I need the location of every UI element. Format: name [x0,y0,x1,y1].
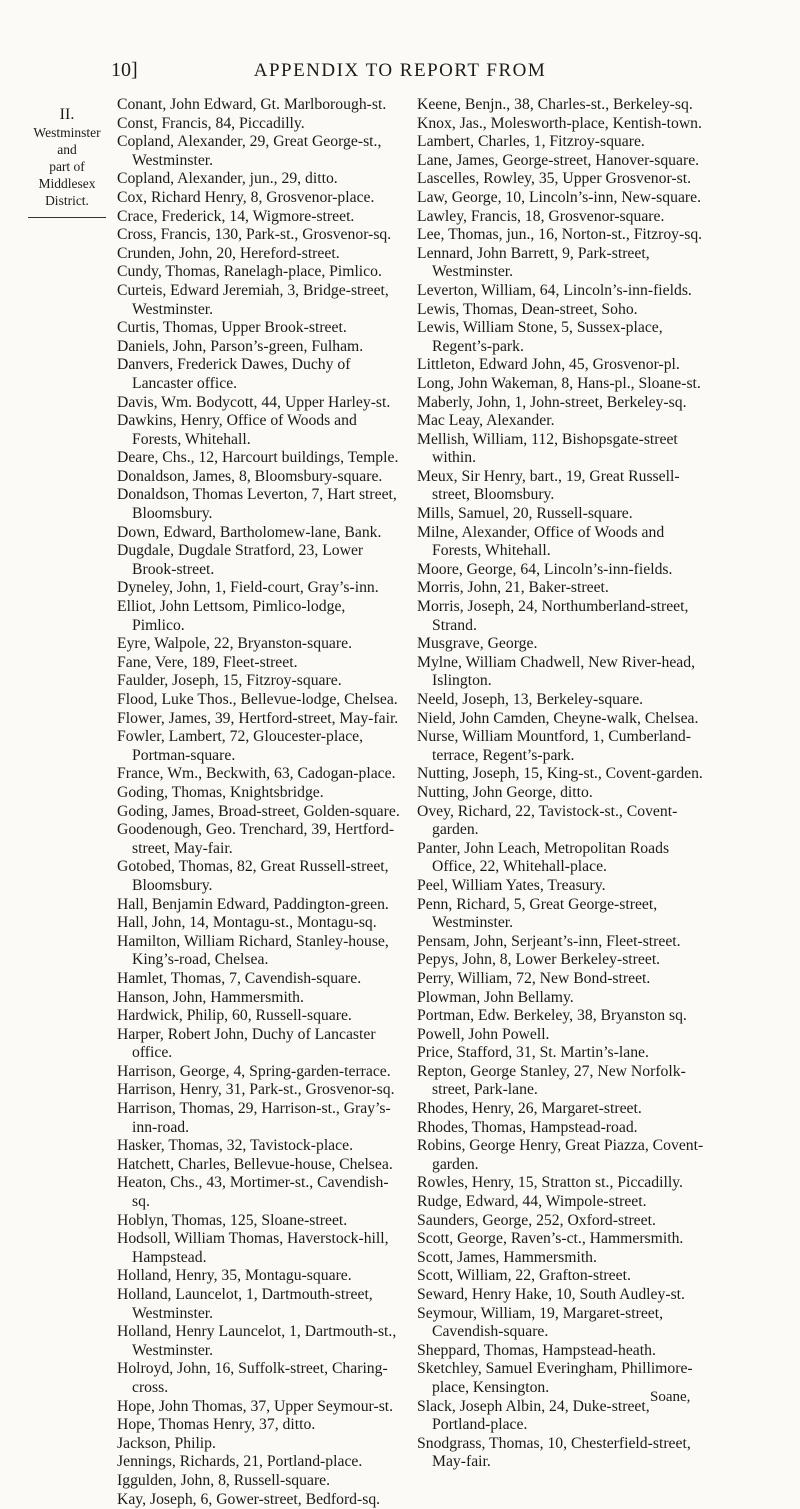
list-entry: Long, John Wakeman, 8, Hans-pl., Sloane-st. [417,374,701,392]
list-entry: Knox, Jas., Molesworth-place, Kentish-town. [417,114,702,132]
list-entry: Littleton, Edward John, 45, Grosvenor-pl. [417,356,680,374]
margin-rule [28,217,106,218]
list-entry: Dyneley, John, 1, Field-court, Gray’s-inn. [117,579,379,597]
list-entry: Price, Stafford, 31, St. Martin’s-lane. [417,1044,649,1062]
margin-numeral: II. [59,106,75,123]
list-entry: Faulder, Joseph, 15, Fitzroy-square. [117,672,342,690]
margin-note [28,106,106,218]
margin-line: District. [45,193,89,208]
list-entry: Daniels, John, Parson’s-green, Fulham. [117,337,364,355]
list-entry: Hatchett, Charles, Bellevue-house, Chelsea. [117,1155,393,1173]
list-entry: France, Wm., Beckwith, 63, Cadogan-place. [117,765,396,783]
list-entry: Portman, Edw. Berkeley, 38, Bryanston sq. [417,1007,687,1025]
list-entry: Harrison, Thomas, 29, Harrison-st., Gray’s-inn-road. [117,1100,391,1136]
list-entry: Holland, Henry, 35, Montagu-square. [117,1267,352,1285]
list-entry: Jennings, Richards, 21, Portland-place. [117,1453,363,1471]
catchword: Soane, [650,1389,691,1405]
list-entry: Curtis, Thomas, Upper Brook-street. [117,319,347,337]
page-number: 10] [111,59,138,81]
running-header: APPENDIX TO REPORT FROM [253,60,547,81]
list-entry: Lawley, Francis, 18, Grosvenor-square. [417,207,665,225]
list-entry: Kay, Joseph, 6, Gower-street, Bedford-sq. [117,1490,381,1508]
list-entry: Keene, Benjn., 38, Charles-st., Berkeley-sq. [417,96,693,113]
list-entry: Perry, William, 72, New Bond-street. [417,969,651,987]
list-entry: Danvers, Frederick Dawes, Duchy of Lancaster office. [117,356,351,392]
list-entry: Lambert, Charles, 1, Fitzroy-square. [417,133,645,151]
list-entry: Law, George, 10, Lincoln’s-inn, New-square. [417,188,702,206]
left-column [117,96,400,1509]
list-entry: Peel, William Yates, Treasury. [417,876,606,894]
list-entry: Scott, William, 22, Grafton-street. [417,1267,631,1285]
list-entry: Pepys, John, 8, Lower Berkeley-street. [417,951,661,969]
list-entry: Hamlet, Thomas, 7, Cavendish-square. [117,969,362,987]
list-entry: Nield, John Camden, Cheyne-walk, Chelsea. [417,709,699,727]
list-entry: Slack, Joseph Albin, 24, Duke-street, Portland-place. [417,1397,650,1434]
list-entry: Leverton, William, 64, Lincoln’s-inn-fields. [417,281,692,299]
list-entry: Curteis, Edward Jeremiah, 3, Bridge-street, Westminster. [117,281,389,318]
list-entry: Rhodes, Henry, 26, Margaret-street. [417,1100,642,1118]
list-entry: Pensam, John, Serjeant’s-inn, Fleet-street. [417,932,681,950]
list-entry: Jackson, Philip. [117,1434,216,1452]
list-entry: Copland, Alexander, 29, Great George-st., Westminster. [117,133,382,169]
list-entry: Heaton, Chs., 43, Mortimer-st., Cavendish-sq. [117,1174,389,1211]
list-entry: Iggulden, John, 8, Russell-square. [117,1471,331,1489]
list-entry: Harrison, Henry, 31, Park-st., Grosvenor-sq. [117,1081,395,1099]
list-entry: Milne, Alexander, Office of Woods and Forests, Whitehall. [417,523,665,560]
list-entry: Deare, Chs., 12, Harcourt buildings, Temple. [117,449,399,467]
list-entry: Hardwick, Philip, 60, Russell-square. [117,1007,352,1025]
list-entry: Seward, Henry Hake, 10, South Audley-st. [417,1286,685,1303]
margin-line: Westminster and [33,125,101,157]
list-entry: Neeld, Joseph, 13, Berkeley-square. [417,691,644,708]
list-entry: Cox, Richard Henry, 8, Grosvenor-place. [117,188,375,206]
list-entry: Sketchley, Samuel Everingham, Phillimore-place, Kensington. [417,1360,693,1396]
list-entry: Dugdale, Dugdale Stratford, 23, Lower Brook-street. [117,542,364,578]
list-entry: Musgrave, George. [417,635,538,653]
list-entry: Flower, James, 39, Hertford-street, May-fair. [117,709,399,727]
list-entry: Maberly, John, 1, John-street, Berkeley-sq. [417,393,687,411]
list-entry: Nurse, William Mountford, 1, Cumberland-terrace, Regent’s-park. [417,728,692,764]
list-entry: Hoblyn, Thomas, 125, Sloane-street. [117,1211,348,1229]
list-entry: Nutting, Joseph, 15, King-st., Covent-garden. [417,765,703,783]
list-entry: Saunders, George, 252, Oxford-street. [417,1211,656,1229]
list-entry: Morris, Joseph, 24, Northumberland-street, Strand. [417,598,689,634]
list-entry: Mills, Samuel, 20, Russell-square. [417,505,633,523]
list-entry: Penn, Richard, 5, Great George-street, Westminster. [417,895,658,932]
list-entry: Mellish, William, 112, Bishopsgate-street within. [417,430,678,467]
list-entry: Davis, Wm. Bodycott, 44, Upper Harley-st. [117,393,391,411]
list-entry: Const, Francis, 84, Piccadilly. [117,114,305,132]
list-entry: Morris, John, 21, Baker-street. [417,579,609,597]
list-entry: Flood, Luke Thos., Bellevue-lodge, Chelsea. [117,691,398,708]
list-entry: Hope, John Thomas, 37, Upper Seymour-st. [117,1397,394,1415]
list-entry: Holland, Henry Launcelot, 1, Dartmouth-st., Westminster. [117,1323,397,1359]
list-entry: Hamilton, William Richard, Stanley-house, King’s-road, Chelsea. [117,932,389,969]
list-entry: Ovey, Richard, 22, Tavistock-st., Covent-garden. [417,802,678,839]
list-entry: Rowles, Henry, 15, Stratton st., Piccadilly. [417,1174,683,1192]
list-entry: Lewis, Thomas, Dean-street, Soho. [417,300,638,318]
list-entry: Lee, Thomas, jun., 16, Norton-st., Fitzroy-sq. [417,226,703,244]
list-entry: Lewis, William Stone, 5, Sussex-place, Regent’s-park. [417,319,663,355]
list-entry: Lascelles, Rowley, 35, Upper Grosvenor-st. [417,170,692,188]
list-entry: Fowler, Lambert, 72, Gloucester-place, Portman-square. [117,728,364,764]
list-entry: Crunden, John, 20, Hereford-street. [117,244,340,262]
right-column [417,96,707,1472]
list-entry: Dawkins, Henry, Office of Woods and Forests, Whitehall. [117,412,357,448]
list-entry: Powell, John Powell. [417,1025,550,1043]
list-entry: Panter, John Leach, Metropolitan Roads Office, 22, Whitehall-place. [417,839,670,876]
list-entry: Scott, George, Raven’s-ct., Hammersmith. [417,1230,684,1248]
list-entry: Fane, Vere, 189, Fleet-street. [117,653,298,671]
list-entry: Plowman, John Bellamy. [417,988,574,1006]
list-entry: Robins, George Henry, Great Piazza, Covent-garden. [417,1137,704,1173]
list-entry: Rudge, Edward, 44, Wimpole-street. [417,1193,647,1211]
list-entry: Hanson, John, Hammersmith. [117,988,304,1006]
list-entry: Cundy, Thomas, Ranelagh-place, Pimlico. [117,263,382,281]
list-entry: Repton, George Stanley, 27, New Norfolk-street, Park-lane. [417,1062,686,1099]
list-entry: Snodgrass, Thomas, 10, Chesterfield-street, May-fair. [417,1434,691,1471]
list-entry: Eyre, Walpole, 22, Bryanston-square. [117,635,353,653]
list-entry: Meux, Sir Henry, bart., 19, Great Russell-street, Bloomsbury. [417,467,680,504]
list-entry: Rhodes, Thomas, Hampstead-road. [417,1118,638,1136]
list-entry: Donaldson, James, 8, Bloomsbury-square. [117,467,383,485]
list-entry: Crace, Frederick, 14, Wigmore-street. [117,207,355,225]
list-entry: Hodsoll, William Thomas, Haverstock-hill, Hampstead. [117,1230,389,1266]
list-entry: Elliot, John Lettsom, Pimlico-lodge, Pimlico. [117,598,346,634]
list-entry: Donaldson, Thomas Leverton, 7, Hart street, Bloomsbury. [117,486,397,523]
list-entry: Hasker, Thomas, 32, Tavistock-place. [117,1137,353,1155]
list-entry: Moore, George, 64, Lincoln’s-inn-fields. [417,560,673,578]
list-entry: Hall, Benjamin Edward, Paddington-green. [117,895,389,913]
list-entry: Copland, Alexander, jun., 29, ditto. [117,170,338,188]
list-entry: Gotobed, Thomas, 82, Great Russell-street, Bloomsbury. [117,858,389,894]
list-entry: Lane, James, George-street, Hanover-square. [417,151,700,169]
list-entry: Seymour, William, 19, Margaret-street, Cavendish-square. [417,1304,664,1341]
list-entry: Down, Edward, Bartholomew-lane, Bank. [117,523,382,541]
list-entry: Goding, Thomas, Knightsbridge. [117,783,324,801]
list-entry: Harper, Robert John, Duchy of Lancaster office. [117,1025,376,1062]
list-entry: Sheppard, Thomas, Hampstead-heath. [417,1341,656,1359]
list-entry: Hall, John, 14, Montagu-st., Montagu-sq. [117,914,377,932]
list-entry: Mac Leay, Alexander. [417,412,555,430]
list-entry: Holroyd, John, 16, Suffolk-street, Charing-cross. [117,1360,388,1396]
margin-line: part of Middlesex [38,159,96,191]
list-entry: Goding, James, Broad-street, Golden-square. [117,802,400,820]
list-entry: Lennard, John Barrett, 9, Park-street, Westminster. [417,244,650,281]
list-entry: Scott, James, Hammersmith. [417,1248,597,1266]
list-entry: Goodenough, Geo. Trenchard, 39, Hertford-street, May-fair. [117,821,395,857]
list-entry: Cross, Francis, 130, Park-st., Grosvenor-sq. [117,226,392,244]
list-entry: Harrison, George, 4, Spring-garden-terrace. [117,1062,391,1080]
list-entry: Nutting, John George, ditto. [417,783,593,801]
list-entry: Hope, Thomas Henry, 37, ditto. [117,1416,316,1434]
list-entry: Holland, Launcelot, 1, Dartmouth-street, Westminster. [117,1286,373,1322]
list-entry: Conant, John Edward, Gt. Marlborough-st. [117,96,387,113]
list-entry: Mylne, William Chadwell, New River-head, Islington. [417,653,696,690]
